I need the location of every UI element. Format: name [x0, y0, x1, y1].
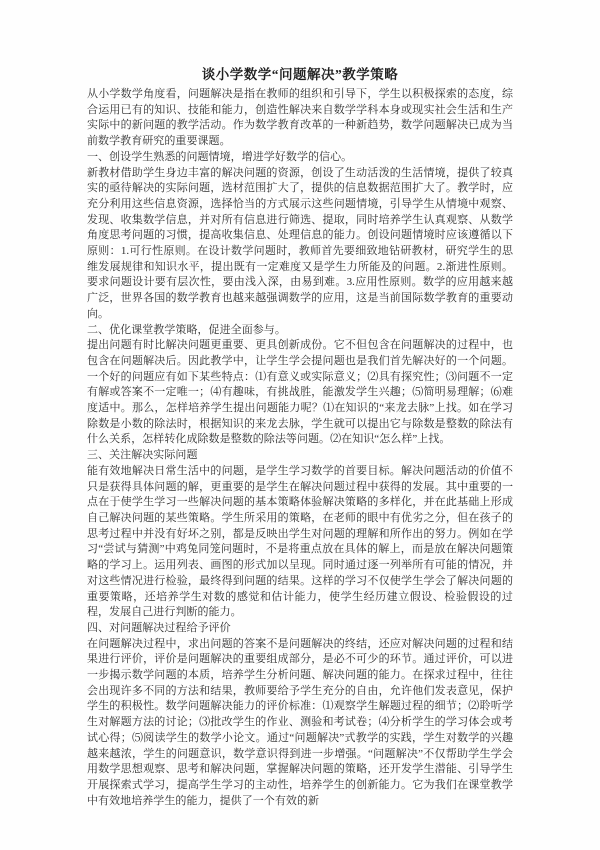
section-4-paragraph: 在问题解决过程中，求出问题的答案不是问题解决的终结，还应对解决问题的过程和结果进行评价，评价是问题解决的重要组成部分，是必不可少的环节。通过评价，可以进一步揭示数学问题的本质，培养学生分析问题、解决问题的能力。在探求过程中，往往会出现许多不同的方法和结果，教师要给予学生充分的自由，允许他们发表意见，保护学生的积极性。数学问题解决能力的评价标准：⑴观察学生解题过程的细节；⑵聆听学生对解题方法的讨论；⑶批改学生的作业、测验和考试卷；⑷分析学生的学习体会或考试心得；⑸阅读学生的数学小论文。通过“问题解决”式教学的实践，学生对数学的兴趣越来越浓，学生的问题意识，数学意识得到进一步增强。“问题解决”不仅帮助学生学会用数学思想观察、思考和解决问题，掌握解决问题的策略，还开发学生潜能、引导学生开展探索式学习，提高学生学习的主动性，培养学生的创新能力。它为我们在课堂教学中有效地培养学生的能力，提供了一个有效的新	[87, 637, 513, 807]
section-2-paragraph: 提出问题有时比解决问题更重要、更具创新成份。它不但包含在问题解决的过程中，也包含在问题解决后。因此教学中，让学生学会提问题也是我们首先解决好的一个问题。一个好的问题应有如下某些特点：⑴有意义或实际意义；⑵具有探究性；⑶问题不一定有解或答案不一定唯一；⑷有趣味，有挑战胜，能激发学生兴趣；⑸简明易理解；⑹难度适中。那么，怎样培养学生提出问题能力呢？⑴在知识的“来龙去脉”上找。如在学习除数是小数的除法时，根据知识的来龙去脉，学生就可以提出它与除数是整数的除法有什么关系，怎样转化成除数是整数的除法等问题。⑵在知识“怎么样”上找。	[87, 339, 513, 446]
section-heading-2: 二、优化课堂教学策略，促进全面参与。	[87, 323, 286, 336]
section-1-paragraph: 新教材借助学生身边丰富的解决问题的资源，创设了生动活泼的生活情境，提供了较真实的亟待解决的实际问题，选材范围扩大了，提供的信息数据范围扩大了。教学时，应充分利用这些信息资源，选择恰当的方式展示这些问题情境，引导学生从情境中观察、发现、收集数学信息，并对所有信息进行筛选、提取，同时培养学生认真观察、从数学角度思考问题的习惯，提高收集信息、处理信息的能力。创设问题情境时应该遵循以下原则：1.可行性原则。在设计数学问题时，教师首先要细致地钻研教材，研究学生的思维发展规律和知识水平，提出既有一定难度又是学生力所能及的问题。2.渐进性原则。要求问题设计要有层次性，要由浅入深，由易到难。3.应用性原则。数学的应用越来越广泛，世界各国的数学教育也越来越强调数学的应用，这是当前国际数学教育的重要动向。	[87, 166, 513, 320]
section-3-paragraph: 能有效地解决日常生活中的问题，是学生学习数学的首要目标。解决问题活动的价值不只是获得具体问题的解，更重要的是学生在解决问题过程中获得的发展。其中重要的一点在于使学生学习一些解决问题的基本策略体验解决策略的多样化，并在此基础上形成自己解决问题的某些策略。学生所采用的策略，在老师的眼中有优劣之分，但在孩子的思考过程中并没有好坏之别，都是反映出学生对问题的理解和所作出的努力。例如在学习“尝试与猜测”中鸡兔同笼问题时，不是将重点放在具体的解上，而是放在解决问题策略的学习上。运用列表、画图的形式加以呈现。同时通过逐一列举所有可能的情况，并对这些情况进行检验，最终得到问题的结果。这样的学习不仅使学生学会了解决问题的重要策略，还培养学生对数的感觉和估计能力，使学生经历建立假设、检验假设的过程，发展自己进行判断的能力。	[87, 464, 513, 619]
section-heading-3: 三、关注解决实际问题	[87, 449, 198, 462]
section-heading-1: 一、创设学生熟悉的问题情境，增进学好数学的信心。	[87, 150, 353, 163]
intro-paragraph: 从小学数学角度看，问题解决是指在教师的组织和引导下，学生以积极探索的态度，综合运用已有的知识、技能和能力，创造性解决来自数学学科本身或现实社会生活和生产实际中的新问题的教学活动。作为数学教育改革的一种新趋势，数学问题解决已成为当前数学教育研究的重要课题。	[87, 88, 513, 148]
document-title: 谈小学数学“问题解决”教学策略	[201, 67, 399, 82]
section-heading-4: 四、对问题解决过程给予评价	[87, 621, 231, 634]
